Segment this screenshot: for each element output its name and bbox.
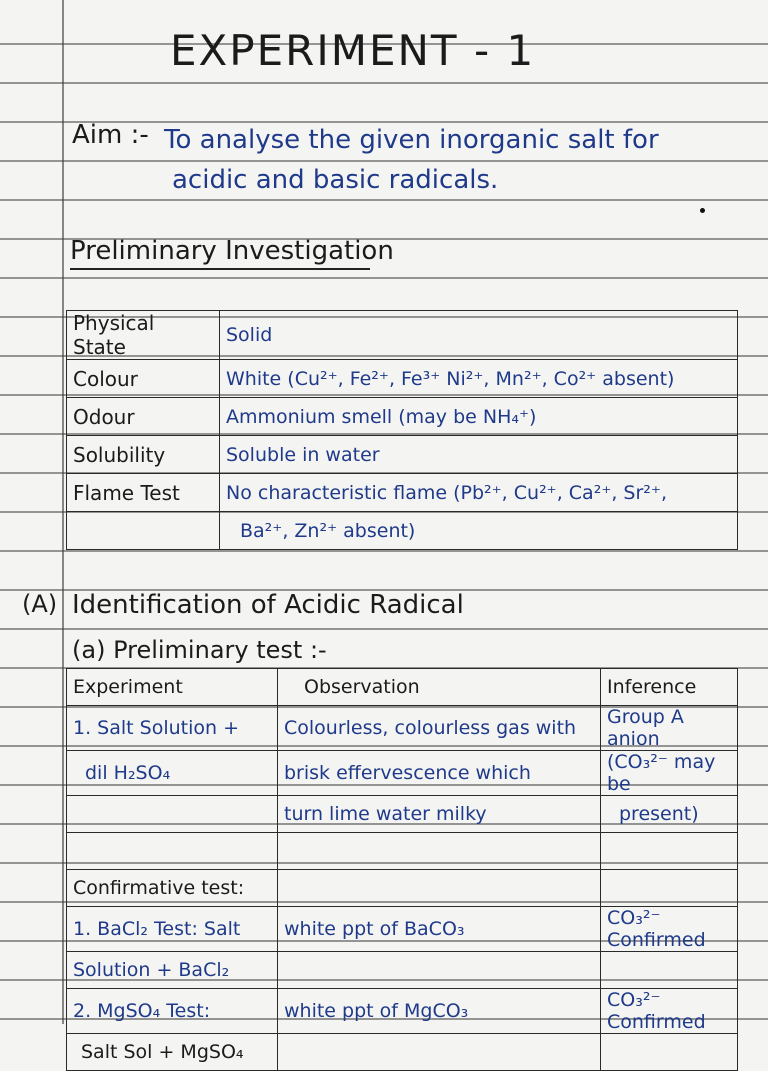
observation-cell: turn lime water milky — [278, 796, 601, 833]
header-row — [67, 669, 738, 706]
property-label: Solubility — [67, 436, 220, 474]
observation-cell — [278, 1034, 601, 1071]
ink-dot — [700, 208, 705, 213]
column-header: Inference — [601, 669, 738, 706]
property-value: White (Cu²⁺, Fe²⁺, Fe³⁺ Ni²⁺, Mn²⁺, Co²⁺ absent) — [220, 360, 738, 398]
inference-cell — [601, 833, 738, 870]
experiment-cell — [67, 833, 278, 870]
inference-cell — [601, 870, 738, 907]
table-row — [67, 706, 738, 751]
experiment-cell — [67, 796, 278, 833]
preliminary-heading: Preliminary Investigation — [70, 236, 394, 266]
table-row — [67, 1034, 738, 1071]
property-label: Physical State — [67, 311, 220, 360]
aim-line-1: To analyse the given inorganic salt for — [164, 125, 659, 155]
inference-cell: CO₃²⁻ Confirmed — [601, 907, 738, 952]
page-title: EXPERIMENT - 1 — [170, 26, 536, 75]
preliminary-table — [66, 310, 738, 550]
table-row — [67, 907, 738, 952]
property-value: Ammonium smell (may be NH₄⁺) — [220, 398, 738, 436]
table-row — [67, 311, 738, 360]
section-title: Identification of Acidic Radical — [72, 590, 464, 620]
aim-text — [164, 120, 659, 200]
section-label: (A) — [22, 590, 58, 618]
subheading: (a) Preliminary test :- — [72, 636, 327, 664]
property-label — [67, 512, 220, 550]
inference-cell: Group A anion — [601, 706, 738, 751]
table-row — [67, 796, 738, 833]
experiment-cell: 1. BaCl₂ Test: Salt — [67, 907, 278, 952]
experiment-cell: 2. MgSO₄ Test: — [67, 989, 278, 1034]
inference-cell: (CO₃²⁻ may be — [601, 751, 738, 796]
observation-cell — [278, 952, 601, 989]
observation-cell — [278, 833, 601, 870]
experiment-cell: Confirmative test: — [67, 870, 278, 907]
inference-cell — [601, 1034, 738, 1071]
experiment-cell: Solution + BaCl₂ — [67, 952, 278, 989]
column-header: Experiment — [67, 669, 278, 706]
table-row — [67, 870, 738, 907]
table-row — [67, 952, 738, 989]
aim-line-2: acidic and basic radicals. — [172, 165, 499, 195]
margin-line — [62, 0, 64, 1024]
acidic-radical-table — [66, 668, 738, 1071]
table-row — [67, 751, 738, 796]
table-row — [67, 360, 738, 398]
property-value: Solid — [220, 311, 738, 360]
table-row — [67, 512, 738, 550]
observation-cell: white ppt of MgCO₃ — [278, 989, 601, 1034]
observation-cell: brisk effervescence which — [278, 751, 601, 796]
table-row — [67, 989, 738, 1034]
table-row — [67, 833, 738, 870]
observation-cell — [278, 870, 601, 907]
property-value: Ba²⁺, Zn²⁺ absent) — [220, 512, 738, 550]
property-label: Odour — [67, 398, 220, 436]
aim-label: Aim :- — [72, 120, 149, 150]
heading-underline — [70, 268, 370, 270]
property-label: Colour — [67, 360, 220, 398]
inference-cell — [601, 952, 738, 989]
experiment-cell: Salt Sol + MgSO₄ — [67, 1034, 278, 1071]
inference-cell: present) — [601, 796, 738, 833]
observation-cell: Colourless, colourless gas with — [278, 706, 601, 751]
observation-cell: white ppt of BaCO₃ — [278, 907, 601, 952]
table-row — [67, 474, 738, 512]
experiment-cell: dil H₂SO₄ — [67, 751, 278, 796]
property-value: Soluble in water — [220, 436, 738, 474]
table-row — [67, 436, 738, 474]
inference-cell: CO₃²⁻ Confirmed — [601, 989, 738, 1034]
property-value: No characteristic flame (Pb²⁺, Cu²⁺, Ca²⁺, Sr²⁺, — [220, 474, 738, 512]
table-row — [67, 398, 738, 436]
column-header: Observation — [278, 669, 601, 706]
property-label: Flame Test — [67, 474, 220, 512]
experiment-cell: 1. Salt Solution + — [67, 706, 278, 751]
